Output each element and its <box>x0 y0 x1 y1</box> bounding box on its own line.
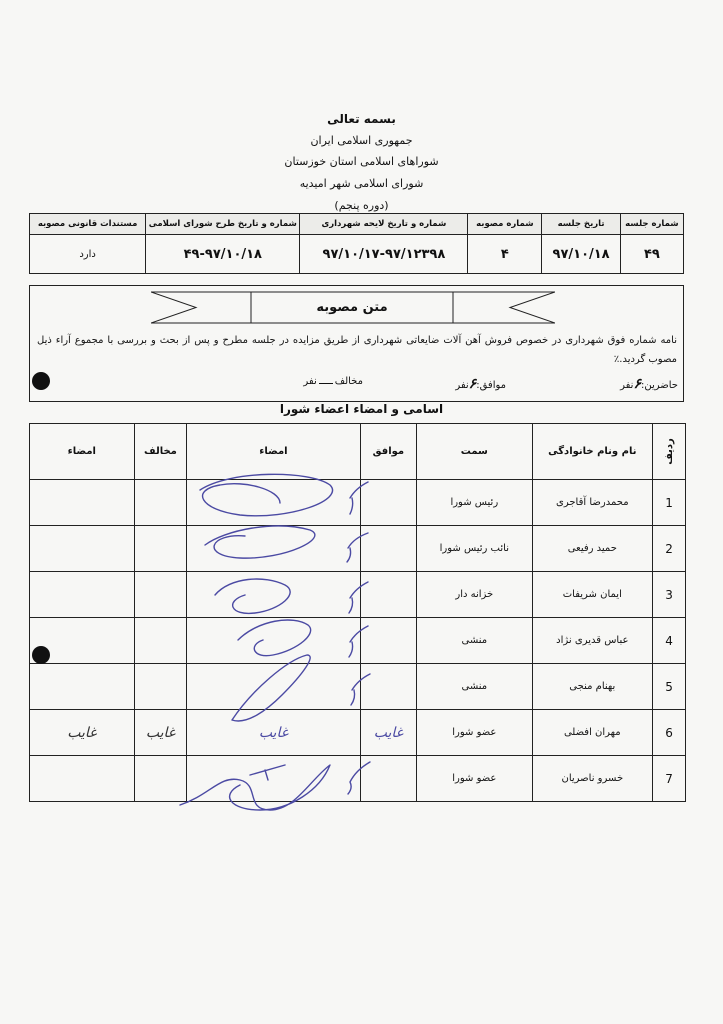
col-position: سمت <box>417 424 532 480</box>
col-council-plan: شماره و تاریخ طرح شورای اسلامی <box>146 214 300 235</box>
col-municipality-bill: شماره و تاریخ لایحه شهرداری <box>300 214 468 235</box>
session-number: ۴۹ <box>620 235 683 274</box>
city-council-line: شورای اسلامی شهر امیدیه <box>299 177 424 190</box>
col-signature-oppose: امضاء <box>30 424 135 480</box>
members-header-row <box>30 424 686 480</box>
agree-count-line <box>455 376 506 392</box>
row-number: 3 <box>653 572 686 618</box>
member-name: خسرو ناصریان <box>532 756 653 802</box>
resolution-title: متن مصوبه <box>316 300 388 315</box>
row-number: 1 <box>653 480 686 526</box>
session-date: ۹۷/۱۰/۱۸ <box>542 235 621 274</box>
agree-unit: نفر <box>455 380 469 391</box>
present-count-line <box>620 376 678 392</box>
table-row <box>30 618 686 664</box>
oppose-label: مخالف <box>334 376 363 387</box>
council-plan: ۴۹-۹۷/۱۰/۱۸ <box>146 235 300 274</box>
table-row <box>30 572 686 618</box>
table-row <box>30 664 686 710</box>
table-row <box>30 756 686 802</box>
member-name: ایمان شریفات <box>532 572 653 618</box>
oppose-unit: نفر <box>303 376 317 387</box>
member-role: منشی <box>417 664 532 710</box>
session-header-row <box>30 214 684 235</box>
table-row <box>30 710 686 756</box>
members-section-title: اسامی و امضاء اعضاء شورا <box>279 402 444 416</box>
agree-count: ۶ <box>468 376 477 392</box>
member-name: محمدرضا آقاجری <box>532 480 653 526</box>
present-label: حاضرین: <box>640 380 678 391</box>
col-agree: موافق <box>360 424 417 480</box>
col-resolution-number: شماره مصوبه <box>468 214 542 235</box>
row-number: 7 <box>653 756 686 802</box>
country-line: جمهوری اسلامی ایران <box>310 134 413 147</box>
col-full-name: نام ونام خانوادگی <box>532 424 653 480</box>
resolution-text: نامه شماره فوق شهرداری در خصوص فروش آهن آلات ضایعاتی شهرداری از طریق مزایده در جلسه مطرح و پس از بحث و بررسی با مجموع آراء ذیل مصوب گردید.٪ <box>37 335 677 365</box>
province-councils-line: شوراهای اسلامی استان خوزستان <box>284 155 439 168</box>
session-info-table <box>29 213 684 274</box>
member-role: منشی <box>417 618 532 664</box>
col-session-number: شماره جلسه <box>620 214 683 235</box>
member-name: حمید رفیعی <box>532 526 653 572</box>
member-name: عباس قدیری نژاد <box>532 618 653 664</box>
member-name: مهران افضلی <box>532 710 653 756</box>
absent-mark-oppose: غایب <box>145 724 176 741</box>
col-row-number: ردیف <box>653 424 686 480</box>
present-unit: نفر <box>620 380 634 391</box>
binder-hole-icon <box>32 372 50 390</box>
col-oppose: مخالف <box>134 424 187 480</box>
member-name: بهنام منجی <box>532 664 653 710</box>
legal-documents: دارد <box>30 235 146 274</box>
member-role: خزانه دار <box>417 572 532 618</box>
municipality-bill: ۹۷/۱۰/۱۷-۹۷/۱۲۳۹۸ <box>300 235 468 274</box>
term-line: (دوره پنجم) <box>334 199 389 212</box>
session-value-row <box>30 235 684 274</box>
absent-mark-signature-oppose: غایب <box>67 724 97 741</box>
absent-mark-signature: غایب <box>258 724 289 741</box>
member-role: عضو شورا <box>417 710 532 756</box>
member-role: عضو شورا <box>417 756 532 802</box>
row-number: 2 <box>653 526 686 572</box>
absent-mark-agree: غایب <box>373 724 403 741</box>
member-role: نائب رئیس شورا <box>417 526 532 572</box>
resolution-number: ۴ <box>468 235 542 274</box>
member-role: رئیس شورا <box>417 480 532 526</box>
table-row <box>30 526 686 572</box>
table-row <box>30 480 686 526</box>
col-signature-agree: امضاء <box>187 424 360 480</box>
oppose-count-line <box>303 376 363 387</box>
col-session-date: تاریخ جلسه <box>542 214 621 235</box>
row-number: 5 <box>653 664 686 710</box>
row-number: 6 <box>653 710 686 756</box>
present-count: ۶ <box>633 376 641 392</box>
members-table <box>29 423 686 802</box>
row-number: 4 <box>653 618 686 664</box>
basmala: بسمه تعالی <box>327 112 396 126</box>
col-legal-documents: مستندات قانونی مصوبه <box>30 214 146 235</box>
binder-hole-icon <box>32 646 50 664</box>
agree-label: موافق: <box>476 380 506 391</box>
